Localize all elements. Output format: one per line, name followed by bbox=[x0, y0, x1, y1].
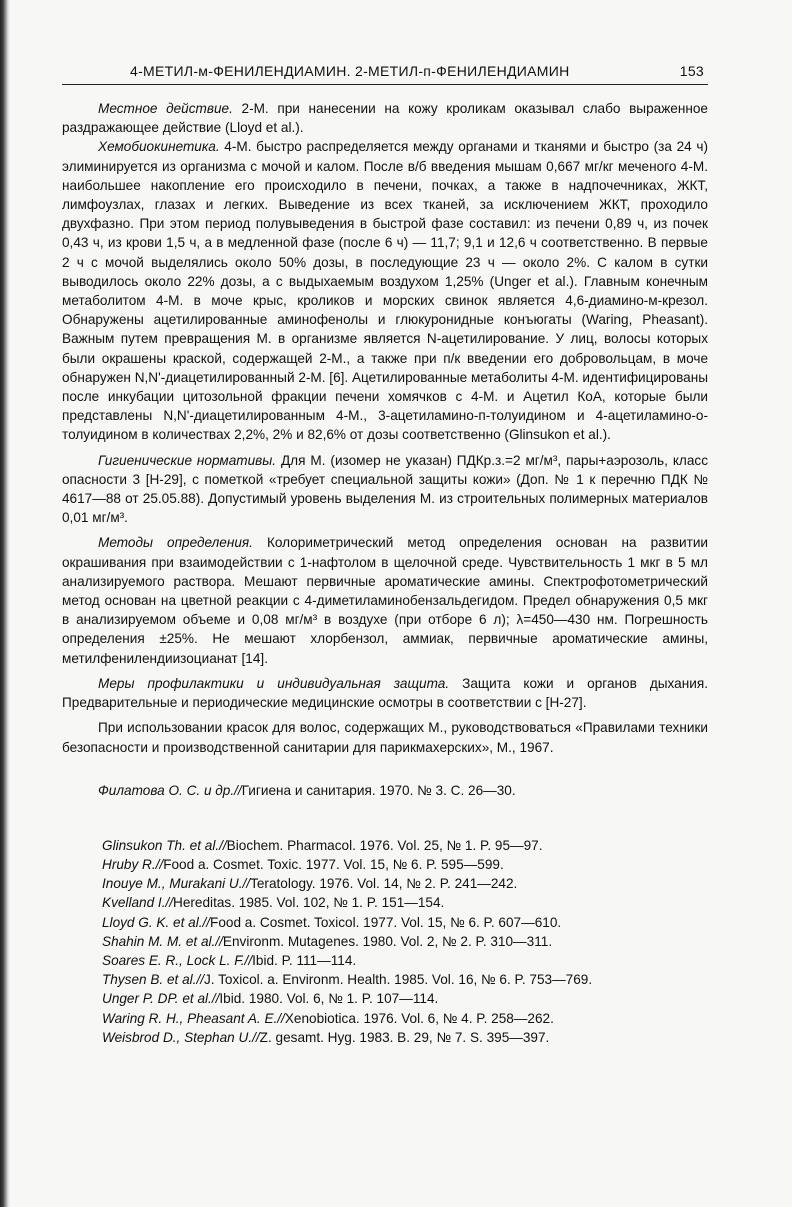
book-page bbox=[62, 60, 708, 1047]
reference-citation: Teratology. 1976. Vol. 14, № 2. P. 241—242. bbox=[250, 876, 518, 892]
section-heading: Меры профилактики и индивидуальная защита. bbox=[98, 675, 450, 691]
paragraph-prevention bbox=[62, 674, 708, 712]
reference-author: Weisbrod D., Stephan U.// bbox=[102, 1029, 260, 1045]
book-binding-shadow bbox=[0, 0, 10, 1207]
reference-author: Kvelland I.// bbox=[102, 895, 174, 911]
source-author: Филатова О. С. и др.// bbox=[98, 782, 242, 798]
reference-citation: Environm. Mutagenes. 1980. Vol. 2, № 2. P. 310—311. bbox=[222, 933, 553, 949]
paragraph-methods bbox=[62, 533, 708, 667]
reference-citation: Xenobiotica. 1976. Vol. 6, № 4. P. 258—262. bbox=[284, 1010, 554, 1026]
reference-item bbox=[62, 932, 708, 951]
paragraph-text: При использовании красок для волос, содержащих М., руководствоваться «Правилами техники безопасности и производственной санитарии для парикмахерских», М., 1967. bbox=[62, 720, 708, 755]
running-header bbox=[62, 60, 708, 85]
reference-item bbox=[62, 989, 708, 1008]
reference-citation: Z. gesamt. Hyg. 1983. B. 29, № 7. S. 395—397. bbox=[259, 1029, 550, 1045]
reference-citation: Ibid. P. 111—114. bbox=[252, 952, 357, 968]
reference-item bbox=[62, 893, 708, 912]
reference-item bbox=[62, 874, 708, 893]
paragraph-text: Колориметрический метод определения основан на развитии окрашивания при взаимодействии с 1-нафтолом в щелочной среде. Чувствительность 1 мкг в 5 мл анализируемого раствора. Мешают первичные ароматические амины. Спектрофотометрический метод основан на цветной реакции с 4-диметиламинобензальдегидом. Предел обнаружения 0,5 мкг в анализируемом объеме и 0,08 мг/м³ в воздухе (при отборе 6 л); λ=450—430 нм. Погрешность определения ±25%. Не мешают хлорбензол, аммиак, первичные ароматические амины, метилфенилендиизоцианат [14]. bbox=[62, 535, 709, 666]
section-heading: Местное действие. bbox=[98, 101, 233, 116]
paragraph-text: 4-М. быстро распределяется между органами и тканями и быстро (за 24 ч) элиминируется из организма с мочой и калом. После в/б введения мышам 0,667 мг/кг меченого 4-М. наибольшее накопление его происходило в печени, почках, а также в надпочечниках, ЖКТ, лимфоузлах, глазах и легких. Выведение из всех тканей, за исключением ЖКТ, проходило двухфазно. При этом период полувыведения в быстрой фазе составил: из печени 0,89 ч, из почек 0,43 ч, из крови 1,5 ч, а в медленной фазе (после 6 ч) — 11,7; 9,1 и 12,6 ч соответственно. В первые 2 ч с мочой выделялись около 50% дозы, в последующие 23 ч — около 2%. С калом в сутки выводилось около 22% дозы, а с выдыхаемым воздухом 1,25% (Unger et al.). Главным конечным метаболитом 4-М. в моче крыс, кроликов и морских свинок является 4,6-диамино-м-крезол. Обнаружены ацетилированные аминофенолы и глюкуронидные конъюгаты (Waring, Pheasant). Важным путем превращения М. в организме является N-ацетилирование. У лиц, волосы которых были окрашены краской, содержащей 2-М., а также при п/к введении его добровольцам, в моче обнаружен N,N'-диацетилированный 2-М. [6]. Ацетилированные метаболиты 4-М. идентифицированы после инкубации цитозольной фракции печени хомячков с 4-М. и Ацетил КоА, которые были представлены N,N'-диацетилированным 4-М., 3-ацетиламино-п-толуидином и 4-ацетиламино-о-толуидином в количествах 2,2%, 2% и 82,6% от дозы соответственно (Glinsukon et al.). bbox=[62, 139, 708, 443]
reference-author: Unger P. DP. et al.// bbox=[102, 991, 220, 1007]
reference-item bbox=[62, 1028, 708, 1047]
reference-author: Inouye M., Murakani U.// bbox=[102, 876, 251, 892]
reference-author: Hruby R.// bbox=[102, 856, 164, 872]
reference-list bbox=[62, 836, 708, 1047]
reference-item bbox=[62, 913, 708, 932]
section-heading: Хемобиокинетика. bbox=[98, 139, 220, 155]
reference-citation: Food a. Cosmet. Toxicol. 1977. Vol. 15, № 6. P. 607—610. bbox=[210, 914, 562, 930]
paragraph-text: Для М. (изомер не указан) ПДКр.з.=2 мг/м³, пары+аэрозоль, класс опасности 3 [H-29], с пометкой «требует специальной защиты кожи» (Доп. № 1 к перечню ПДК № 4617—88 от 25.05.88). Допустимый уровень выделения М. из строительных полимерных материалов 0,01 мг/м³. bbox=[62, 452, 709, 526]
reference-author: Shahin M. M. et al.// bbox=[102, 933, 223, 949]
reference-author: Glinsukon Th. et al.// bbox=[102, 837, 227, 853]
running-title: 4-МЕТИЛ-м-ФЕНИЛЕНДИАМИН. 2-МЕТИЛ-п-ФЕНИЛЕНДИАМИН bbox=[130, 63, 570, 79]
reference-item bbox=[62, 836, 708, 855]
source-citation bbox=[62, 783, 708, 798]
reference-citation: Food a. Cosmet. Toxic. 1977. Vol. 15, № 6. P. 595—599. bbox=[163, 856, 504, 872]
source-reference: Гигиена и санитария. 1970. № 3. С. 26—30. bbox=[241, 782, 516, 798]
paragraph-local-action bbox=[62, 99, 708, 137]
reference-author: Lloyd G. K. et al.// bbox=[102, 914, 211, 930]
main-text bbox=[62, 99, 708, 757]
paragraph-text: 2-М. при нанесении на кожу кроликам оказывал слабо выраженное раздражающее действие (Lloyd et al.). bbox=[62, 101, 708, 136]
paragraph-hair-dye-note bbox=[62, 718, 708, 756]
paragraph-chemobiokinetics bbox=[62, 137, 708, 444]
section-heading: Гигиенические нормативы. bbox=[98, 452, 277, 468]
reference-author: Waring R. H., Pheasant A. E.// bbox=[102, 1010, 285, 1026]
reference-author: Thysen B. et al.// bbox=[102, 972, 204, 988]
section-heading: Методы определения. bbox=[98, 535, 253, 551]
reference-item bbox=[62, 855, 708, 874]
reference-item bbox=[62, 951, 708, 970]
page-number: 153 bbox=[679, 63, 704, 79]
paragraph-hygienic-standards bbox=[62, 451, 708, 528]
reference-item bbox=[62, 1009, 708, 1028]
reference-citation: J. Toxicol. a. Environm. Health. 1985. Vol. 16, № 6. P. 753—769. bbox=[204, 972, 593, 988]
reference-citation: Biochem. Pharmacol. 1976. Vol. 25, № 1. P. 95—97. bbox=[226, 837, 543, 853]
reference-item bbox=[62, 970, 708, 989]
reference-author: Soares E. R., Lock L. F.// bbox=[102, 952, 253, 968]
paragraph-text: Защита кожи и органов дыхания. Предварительные и периодические медицинские осмотры в соответствии с [H-27]. bbox=[62, 675, 708, 711]
reference-citation: Hereditas. 1985. Vol. 102, № 1. P. 151—154. bbox=[173, 895, 445, 911]
reference-citation: Ibid. 1980. Vol. 6, № 1. P. 107—114. bbox=[219, 991, 439, 1007]
